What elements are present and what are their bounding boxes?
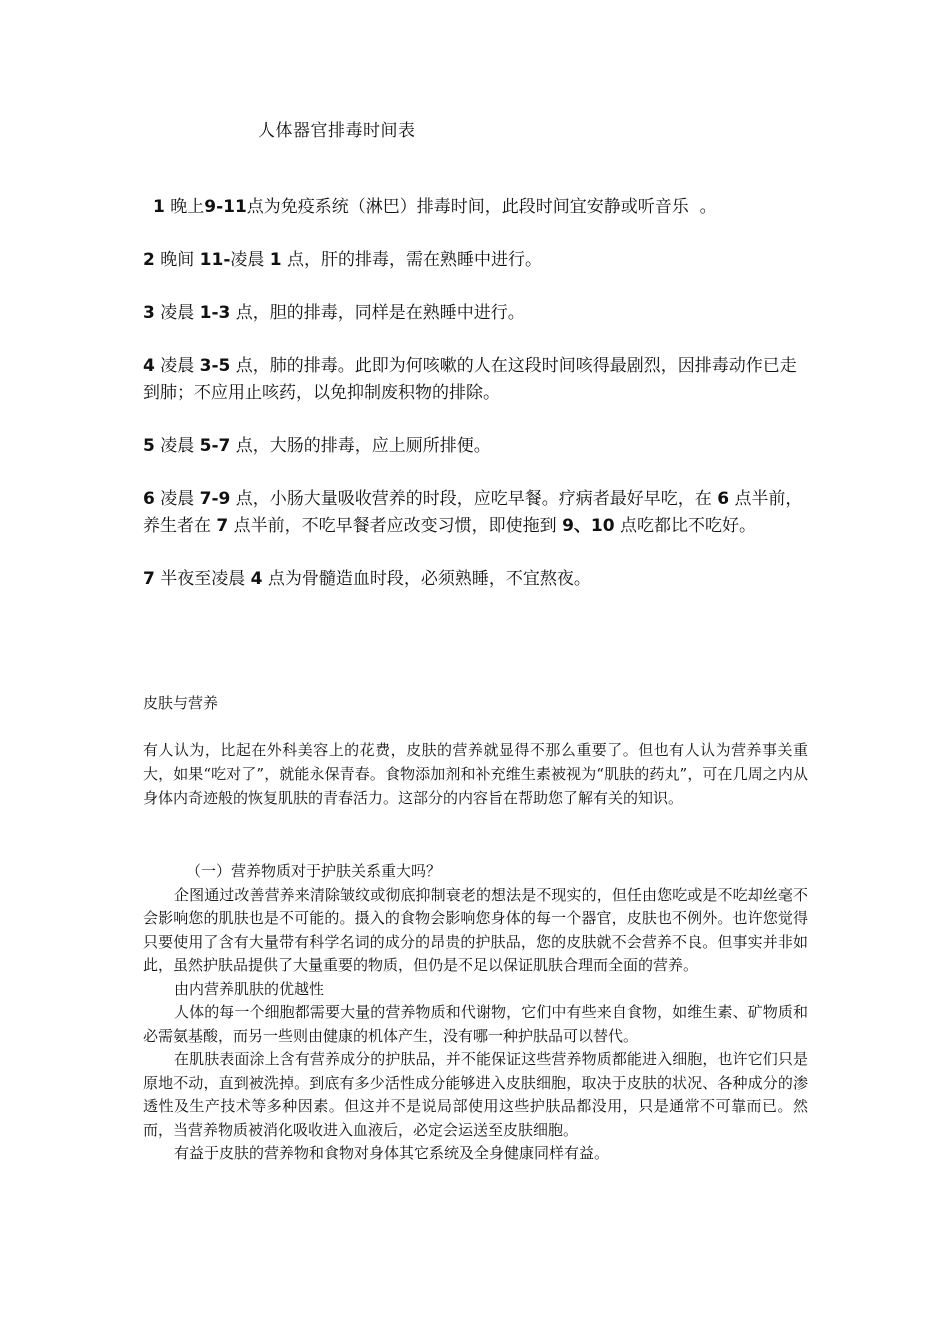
schedule-item-3 — [143, 300, 808, 327]
item-text: 凌晨 — [230, 250, 265, 270]
item-text: 点，小肠大量吸收营养的时段，应吃早餐。疗病者最好早吃，在 — [235, 489, 712, 509]
item-text: 点吃都比不吃好。 — [619, 516, 756, 536]
item-text: 点半前，不吃早餐者应改变习惯，即使拖到 — [233, 516, 557, 536]
item-text: 。 — [699, 197, 717, 217]
schedule-item-7 — [143, 566, 808, 593]
item-time: 9、10 — [562, 516, 615, 536]
schedule-item-1 — [143, 194, 808, 221]
item-number: 7 — [143, 569, 155, 589]
item-text: 点，胆的排毒，同样是在熟睡中进行。 — [235, 303, 525, 323]
item-time: 4 — [250, 569, 263, 589]
item-text: 点，肝的排毒，需在熟睡中进行。 — [287, 250, 543, 270]
item-text: 晚间 — [160, 250, 195, 270]
schedule-item-5 — [143, 433, 808, 460]
item-number: 4 — [143, 356, 155, 376]
item-number: 2 — [143, 250, 155, 270]
item-time: 11- — [199, 250, 231, 270]
item-text: 凌晨 — [160, 489, 195, 509]
schedule-item-2 — [143, 247, 808, 274]
item-time: 1-3 — [199, 303, 231, 323]
article-paragraph: 企图通过改善营养来清除皱纹或彻底抑制衰老的想法是不现实的，但任由您吃或是不吃却丝毫不会影响您的肌肤也是不可能的。摄入的食物会影响您身体的每一个器官，皮肤也不例外。也许您觉得只要使用了含有大量带有科学名词的成分的昂贵的护肤品，您的皮肤就不会营养不良。但事实并非如此，虽然护肤品提供了大量重要的物质，但仍是不足以保证肌肤合理而全面的营养。 — [143, 885, 808, 974]
item-time: 6 — [717, 489, 730, 509]
item-text: 半夜至凌晨 — [160, 569, 246, 589]
schedule-item-6 — [143, 486, 808, 540]
item-text: 晚上 — [170, 197, 205, 217]
item-number: 5 — [143, 436, 155, 456]
item-time: 1 — [269, 250, 282, 270]
intro-paragraph: 有人认为，比起在外科美容上的花费，皮肤的营养就显得不那么重要了。但也有人认为营养事关重大，如果“吃对了”，就能永保青春。食物添加剂和补充维生素被视为“肌肤的药丸”，可在几周之内从身体内奇迹般的恢复肌肤的青春活力。这部分的内容旨在帮助您了解有关的知识。 — [143, 741, 808, 807]
item-text: 凌晨 — [160, 436, 195, 456]
item-text: 点，大肠的排毒，应上厕所排便。 — [235, 436, 491, 456]
item-time: 7-9 — [199, 489, 231, 509]
schedule-item-4 — [143, 353, 808, 407]
item-text: 点为免疫系统（淋巴）排毒时间，此段时间宜安静或听音乐 — [246, 197, 689, 217]
item-number: 6 — [143, 489, 155, 509]
item-time: 7 — [216, 516, 229, 536]
item-time: 9-11 — [204, 197, 247, 217]
item-text: 点为骨髓造血时段，必须熟睡，不宜熬夜。 — [267, 569, 591, 589]
article-body — [143, 860, 808, 1166]
item-text: 点，肺的排毒。此即为何咳嗽的人在这段时间咳得最剧烈，因排毒动作已走到肺；不应用止咳药，以免抑制废积物的排除。 — [143, 356, 797, 403]
subsection-heading: 由内营养肌肤的优越性 — [174, 979, 325, 998]
article-paragraph: 在肌肤表面涂上含有营养成分的护肤品，并不能保证这些营养物质都能进入细胞，也许它们只是原地不动，直到被洗掉。到底有多少活性成分能够进入皮肤细胞，取决于皮肤的状况、各种成分的渗透性及生产技术等多种因素。但这并不是说局部使用这些护肤品都没用，只是通常不可靠而已。然而，当营养物质被消化吸收进入血液后，必定会运送至皮肤细胞。 — [143, 1050, 808, 1139]
item-time: 5-7 — [199, 436, 231, 456]
page-title: 人体器官排毒时间表 — [258, 121, 416, 141]
item-text: 凌晨 — [160, 303, 195, 323]
item-text: 点半前，养生者在 — [143, 489, 803, 536]
item-text: 凌晨 — [160, 356, 195, 376]
detox-schedule-list — [143, 194, 808, 619]
article-paragraph: 人体的每一个细胞都需要大量的营养物质和代谢物，它们中有些来自食物，如维生素、矿物质和必需氨基酸，而另一些则由健康的机体产生，没有哪一种护肤品可以替代。 — [143, 1003, 808, 1045]
item-number: 1 — [153, 197, 165, 217]
section-title: 皮肤与营养 — [143, 694, 219, 712]
item-time: 3-5 — [199, 356, 231, 376]
article-paragraph: 有益于皮肤的营养物和食物对身体其它系统及全身健康同样有益。 — [174, 1144, 610, 1162]
subsection-heading: （一）营养物质对于护肤关系重大吗？ — [186, 862, 442, 880]
item-number: 3 — [143, 303, 155, 323]
